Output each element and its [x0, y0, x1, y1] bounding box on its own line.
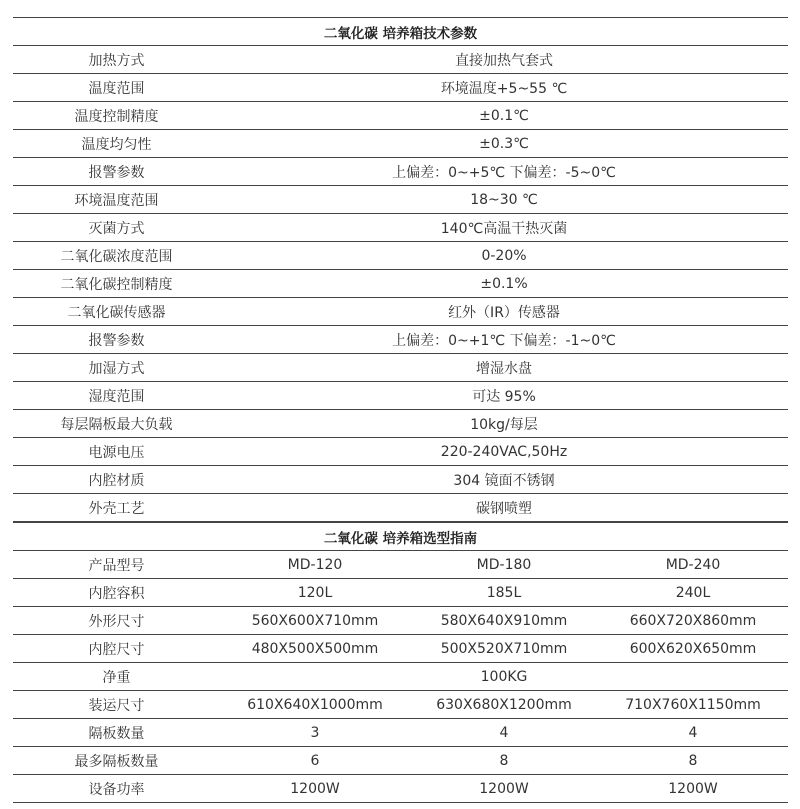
spec-row	[13, 382, 788, 410]
model-label: 装运尺寸	[13, 691, 220, 719]
model-value: 3	[220, 719, 410, 747]
spec-value: 140℃高温干热灭菌	[220, 214, 788, 242]
technical-parameters-table	[13, 17, 788, 522]
spec-row	[13, 214, 788, 242]
spec-row	[13, 74, 788, 102]
spec-label: 报警参数	[13, 326, 220, 354]
model-row	[13, 719, 788, 747]
spec-row	[13, 298, 788, 326]
model-merged-value: 100KG	[220, 663, 788, 691]
spec-row	[13, 102, 788, 130]
model-value: 610X640X1000mm	[220, 691, 410, 719]
spec-label: 电源电压	[13, 438, 220, 466]
model-row	[13, 663, 788, 691]
spec-row	[13, 242, 788, 270]
model-value: MD-180	[410, 551, 598, 579]
model-label: 最多隔板数量	[13, 747, 220, 775]
model-selection-table	[13, 522, 788, 803]
model-row	[13, 747, 788, 775]
spec-row	[13, 410, 788, 438]
spec-row	[13, 354, 788, 382]
spec-label: 加湿方式	[13, 354, 220, 382]
model-row	[13, 635, 788, 663]
model-label: 外形尺寸	[13, 607, 220, 635]
spec-row	[13, 466, 788, 494]
spec-sheet	[13, 17, 788, 803]
model-value: 580X640X910mm	[410, 607, 598, 635]
spec-value: ±0.1℃	[220, 102, 788, 130]
model-value: 6	[220, 747, 410, 775]
model-label: 隔板数量	[13, 719, 220, 747]
spec-value: ±0.1%	[220, 270, 788, 298]
spec-value: 环境温度+5~55 ℃	[220, 74, 788, 102]
model-value: 630X680X1200mm	[410, 691, 598, 719]
spec-value: 上偏差：0~+5℃ 下偏差：-5~0℃	[220, 158, 788, 186]
spec-label: 温度均匀性	[13, 130, 220, 158]
spec-value: 直接加热气套式	[220, 46, 788, 74]
spec-value: 碳钢喷塑	[220, 494, 788, 522]
spec-label: 温度范围	[13, 74, 220, 102]
model-value: 185L	[410, 579, 598, 607]
model-value: 1200W	[410, 775, 598, 803]
spec-row	[13, 186, 788, 214]
model-label: 设备功率	[13, 775, 220, 803]
model-value: 4	[410, 719, 598, 747]
spec-row	[13, 158, 788, 186]
spec-row	[13, 270, 788, 298]
spec-value: 18~30 ℃	[220, 186, 788, 214]
spec-value: 增湿水盘	[220, 354, 788, 382]
spec-label: 二氧化碳控制精度	[13, 270, 220, 298]
spec-value: 220-240VAC,50Hz	[220, 438, 788, 466]
model-label: 内腔容积	[13, 579, 220, 607]
spec-row	[13, 494, 788, 522]
spec-label: 湿度范围	[13, 382, 220, 410]
spec-row	[13, 130, 788, 158]
model-label: 净重	[13, 663, 220, 691]
spec-label: 环境温度范围	[13, 186, 220, 214]
spec-value: 可达 95%	[220, 382, 788, 410]
model-row	[13, 691, 788, 719]
spec-label: 加热方式	[13, 46, 220, 74]
model-value: 500X520X710mm	[410, 635, 598, 663]
model-value: 4	[598, 719, 788, 747]
model-value: 8	[410, 747, 598, 775]
model-row	[13, 579, 788, 607]
model-value: MD-240	[598, 551, 788, 579]
model-row	[13, 551, 788, 579]
spec-label: 二氧化碳传感器	[13, 298, 220, 326]
model-value: 240L	[598, 579, 788, 607]
spec-label: 每层隔板最大负载	[13, 410, 220, 438]
spec-label: 灭菌方式	[13, 214, 220, 242]
model-row	[13, 607, 788, 635]
model-label: 内腔尺寸	[13, 635, 220, 663]
spec-label: 外壳工艺	[13, 494, 220, 522]
spec-value: 红外（IR）传感器	[220, 298, 788, 326]
spec-label: 报警参数	[13, 158, 220, 186]
spec-row	[13, 326, 788, 354]
spec-row	[13, 438, 788, 466]
model-value: 710X760X1150mm	[598, 691, 788, 719]
model-value: MD-120	[220, 551, 410, 579]
model-value: 1200W	[220, 775, 410, 803]
model-value: 600X620X650mm	[598, 635, 788, 663]
spec-table-title-row	[13, 18, 788, 46]
model-table-title: 二氧化碳 培养箱选型指南	[13, 523, 788, 551]
spec-value: 上偏差：0~+1℃ 下偏差：-1~0℃	[220, 326, 788, 354]
spec-value: 0-20%	[220, 242, 788, 270]
model-value: 1200W	[598, 775, 788, 803]
model-value: 480X500X500mm	[220, 635, 410, 663]
spec-value: 304 镜面不锈钢	[220, 466, 788, 494]
spec-row	[13, 46, 788, 74]
model-table-title-row	[13, 523, 788, 551]
model-value: 120L	[220, 579, 410, 607]
model-row	[13, 775, 788, 803]
model-value: 660X720X860mm	[598, 607, 788, 635]
spec-label: 温度控制精度	[13, 102, 220, 130]
spec-label: 内腔材质	[13, 466, 220, 494]
model-label: 产品型号	[13, 551, 220, 579]
model-value: 560X600X710mm	[220, 607, 410, 635]
spec-table-title: 二氧化碳 培养箱技术参数	[13, 18, 788, 46]
model-value: 8	[598, 747, 788, 775]
spec-label: 二氧化碳浓度范围	[13, 242, 220, 270]
spec-value: ±0.3℃	[220, 130, 788, 158]
spec-value: 10kg/每层	[220, 410, 788, 438]
